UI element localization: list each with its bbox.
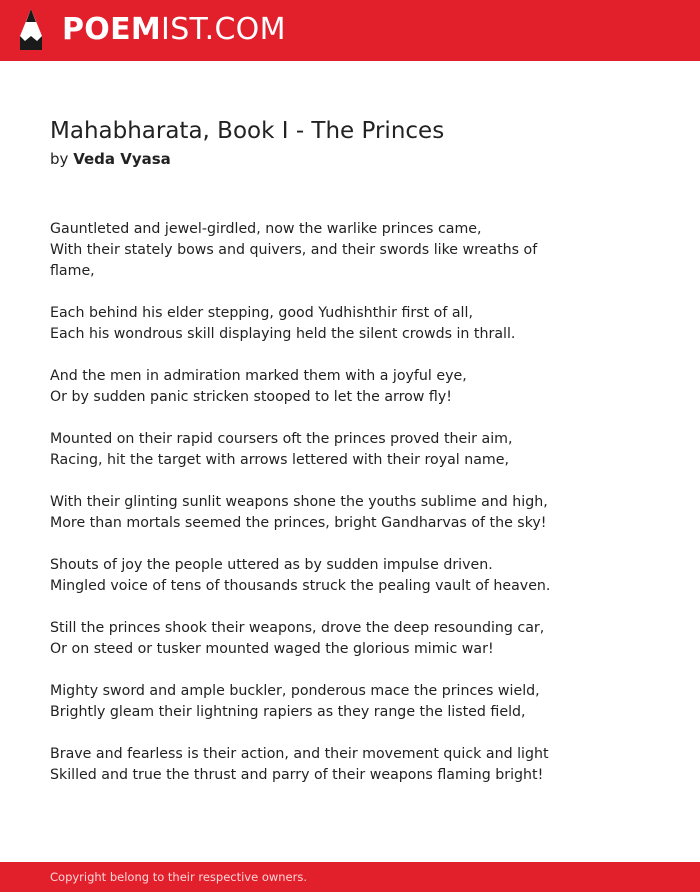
stanza [50, 555, 551, 597]
stanza [50, 492, 548, 534]
poem-line: Or by sudden panic stricken stooped to let the arrow fly! [50, 389, 452, 405]
site-footer [0, 862, 700, 892]
copyright-text: Copyright belong to their respective owners. [50, 870, 308, 884]
stanza [50, 681, 540, 723]
site-logo[interactable] [62, 10, 286, 50]
poem-line: Or on steed or tusker mounted waged the glorious mimic war! [50, 641, 494, 657]
by-label: by [50, 150, 69, 168]
poem-line: With their stately bows and quivers, and their swords like wreaths of [50, 242, 538, 258]
poem-line: Mingled voice of tens of thousands struck the pealing vault of heaven. [50, 578, 551, 594]
poem-line: flame, [50, 263, 95, 279]
poem-line: Mounted on their rapid coursers oft the princes proved their aim, [50, 431, 513, 447]
logo-bold-text: POEM [62, 12, 162, 47]
pencil-tip-icon [18, 8, 44, 52]
poem-line: Brave and fearless is their action, and their movement quick and light [50, 746, 549, 762]
poem-body [50, 219, 551, 807]
logo-light-text: IST.COM [161, 12, 286, 47]
poem-line: Skilled and true the thrust and parry of their weapons flaming bright! [50, 767, 544, 783]
poem-line: With their glinting sunlit weapons shone the youths sublime and high, [50, 494, 548, 510]
poem-line: Each behind his elder stepping, good Yudhishthir first of all, [50, 305, 473, 321]
stanza [50, 744, 549, 786]
stanza [50, 618, 545, 660]
poem-line: Shouts of joy the people uttered as by sudden impulse driven. [50, 557, 493, 573]
poem-line: Still the princes shook their weapons, drove the deep resounding car, [50, 620, 545, 636]
byline [50, 149, 171, 169]
stanza [50, 219, 540, 282]
poem-line: Each his wondrous skill displaying held the silent crowds in thrall. [50, 326, 516, 342]
stanza [50, 366, 540, 408]
poem-line: Mighty sword and ample buckler, ponderous mace the princes wield, [50, 683, 540, 699]
author-name: Veda Vyasa [73, 150, 171, 168]
poem-line: Gauntleted and jewel-girdled, now the warlike princes came, [50, 221, 482, 237]
poem-line: And the men in admiration marked them with a joyful eye, [50, 368, 467, 384]
poem-line: Brightly gleam their lightning rapiers as they range the listed field, [50, 704, 526, 720]
stanza [50, 303, 540, 345]
poem-line: More than mortals seemed the princes, bright Gandharvas of the sky! [50, 515, 547, 531]
site-header [0, 0, 700, 61]
poem-title: Mahabharata, Book I - The Princes [50, 118, 445, 144]
stanza [50, 429, 540, 471]
poem-line: Racing, hit the target with arrows lettered with their royal name, [50, 452, 509, 468]
